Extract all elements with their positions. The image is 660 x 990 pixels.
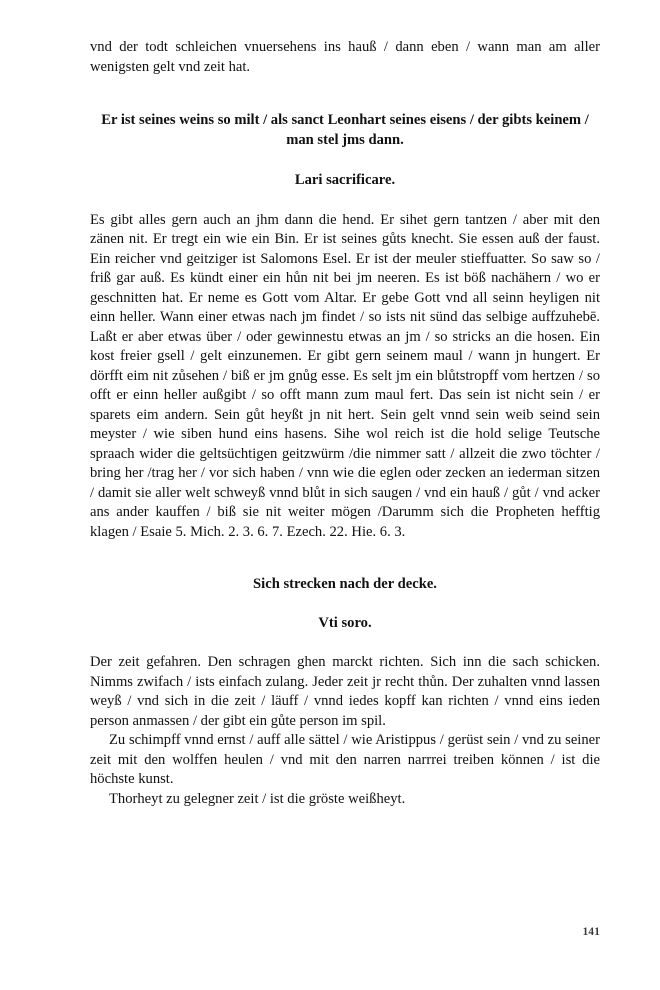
section-one-paragraph: Es gibt alles gern auch an jhm dann die hend. Er sihet gern tantzen / aber mit den zänen nit. Er tregt ein wie ein Bin. Er ist seines gůts knecht. Sie essen auß der faust. Ein reicher vnd geitziger ist Salomons Esel. Er ist der meuler stieffuatter. So saw so / friß gar auß. Es kündt einer ein hůn nit bei jm neeren. Es ist böß nachähern / wo er geschnitten hat. Er neme es Gott vom Altar. Er gebe Gott vnd all seinn heyligen nit einn heller. Wann einer etwas nach jm findet / so ists nit sünd das selbige auffzuhebē. Laßt er aber etwas über / oder gewinnestu etwas an jm / so stricks an die hosen. Ein kost freier gsell / gelt einzunemen. Er gibt gern seinem maul / wann jn hungert. Er dörfft eim nit zůsehen / biß er jm gnůg esse. Es selt jm ein blůtstropff vom hertzen / so offt er einn heller außgibt / so offt mann zum maul fert. Das sein ist nicht sein / er sparets eim andern. Sein gůt heyßt jn nit hert. Sein gelt vnnd sein weib seind sein meyster / wie siben hund eins hasens. Sihe wol reich ist die hold selige Teutsche spraach wider die geltsüchtigen geitzwürm /die nimmer satt / allzeit die zwo töchter / bring her /trag her / vor sich haben / vnn wie die eglen oder zecken an iederman sitzen / damit sie aller welt schweyß vnnd blůt in sich saugen / vnd ein hauß / gůt / vnd acker ans ander kauffen / biß sie nit weiter mögen /Darumm sich die Propheten hefftig klagen / Esaie 5. Mich. 2. 3. 6. 7. Ezech. 22. Hie. 6. 3. [90, 211, 600, 540]
intro-paragraph: vnd der todt schleichen vnuersehens ins hauß / dann eben / wann man am aller wenigsten gelt vnd zeit hat. [90, 39, 600, 75]
section-one-heading: Er ist seines weins so milt / als sanct Leonhart seines eisens / der gibts keinem / man stel jms dann. [101, 112, 589, 148]
section-two-heading: Sich strecken nach der decke. [253, 576, 437, 592]
spacer [90, 150, 600, 171]
section-two-paragraph-2: Zu schimpff vnnd ernst / auff alle sättel / wie Aristippus / gerüst sein / vnd zu seiner zeit mit den wolffen heulen / vnd mit den narren narrrei treiben können / ist die höchste kunst. [90, 732, 600, 787]
section-one-subheading: Lari sacrificare. [294, 172, 396, 188]
text-column [90, 38, 600, 809]
section-two-subheading: Vti soro. [318, 614, 372, 631]
spacer [90, 542, 600, 575]
section-two-paragraph-1: Der zeit gefahren. Den schragen ghen marckt richten. Sich inn die sach schicken. Nimms zwifach / ists einfach zulang. Jeder zeit jr recht thůn. Der zuhalten vnnd lassen weyß / vnd sich in die zeit / läuff / vnnd iedes kopff kan richten / vnnd eins ieden person anmassen / der gibt ein gůte person im spil. [90, 654, 600, 729]
section-two-paragraph-3: Thorheyt zu gelegner zeit / ist die gröste weißheyt. [109, 790, 406, 807]
spacer [90, 633, 600, 653]
spacer [90, 77, 600, 111]
spacer [90, 595, 600, 614]
page-number: 141 [582, 926, 600, 938]
spacer [90, 191, 600, 211]
